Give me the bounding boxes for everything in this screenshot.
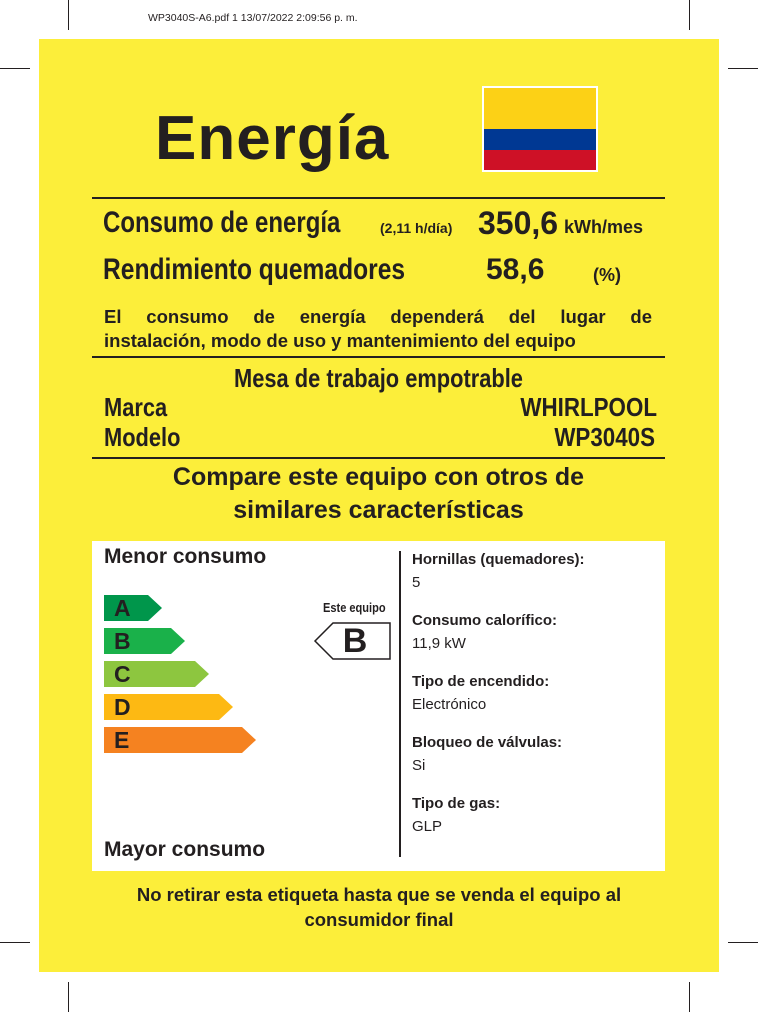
efficiency-bar-tip — [195, 661, 209, 687]
crop-mark — [0, 942, 30, 943]
footer-line-2: consumidor final — [304, 909, 454, 930]
crop-mark — [68, 0, 69, 30]
performance-value: 58,6 — [486, 253, 545, 286]
this-equipment-class: B — [342, 622, 368, 660]
compare-heading-line-1: Compare este equipo con otros de — [172, 463, 585, 491]
brand-label: Marca — [104, 392, 168, 422]
colombia-flag-icon — [482, 86, 598, 172]
flag-red-stripe — [484, 150, 596, 170]
divider — [92, 356, 665, 358]
crop-mark — [689, 982, 690, 1012]
spec-title: Hornillas (quemadores): — [412, 551, 585, 568]
efficiency-bar-tip — [219, 694, 233, 720]
model-label: Modelo — [104, 422, 181, 452]
consumption-value: 350,6 — [478, 205, 559, 241]
consumption-label: Consumo de energía — [103, 206, 341, 239]
spec-title: Consumo calorífico: — [412, 612, 558, 629]
disclaimer-line-1: El consumo de energía dependerá del lugar de — [104, 306, 652, 327]
performance-label: Rendimiento quemadores — [103, 253, 406, 286]
spec-value: 11,9 kW — [412, 635, 466, 652]
file-header: WP3040S-A6.pdf 1 13/07/2022 2:09:56 p. m. — [148, 12, 358, 24]
efficiency-bar-letter: C — [114, 661, 131, 687]
this-equipment-label: Este equipo — [323, 600, 386, 615]
divider — [92, 197, 665, 199]
panel-separator — [399, 551, 401, 857]
flag-blue-stripe — [484, 129, 596, 150]
efficiency-bar-letter: E — [114, 727, 130, 753]
crop-mark — [0, 68, 30, 69]
brand-value: WHIRLPOOL — [520, 392, 657, 422]
spec-title: Bloqueo de válvulas: — [412, 734, 563, 751]
label-title: Energía — [155, 104, 390, 173]
consumption-note: (2,11 h/día) — [380, 220, 453, 236]
performance-unit: (%) — [593, 265, 621, 285]
efficiency-bar-letter: A — [114, 595, 131, 621]
product-type: Mesa de trabajo empotrable — [234, 363, 523, 393]
efficiency-bar-tip — [242, 727, 256, 753]
efficiency-bar-letter: D — [114, 694, 131, 720]
crop-mark — [68, 982, 69, 1012]
spec-title: Tipo de gas: — [412, 795, 501, 812]
compare-heading-line-2: similares características — [233, 496, 524, 524]
efficiency-bar-letter: B — [114, 628, 131, 654]
divider — [92, 457, 665, 459]
disclaimer-line-2: instalación, modo de uso y mantenimiento del equipo — [104, 330, 576, 351]
consumption-unit: kWh/mes — [564, 217, 644, 237]
spec-value: GLP — [412, 818, 443, 835]
scale-bottom-label: Mayor consumo — [104, 838, 266, 861]
spec-value: Electrónico — [412, 696, 487, 713]
footer-line-1: No retirar esta etiqueta hasta que se venda el equipo al — [136, 884, 622, 905]
spec-value: Si — [412, 757, 426, 774]
efficiency-bar-tip — [148, 595, 162, 621]
crop-mark — [728, 68, 758, 69]
scale-top-label: Menor consumo — [104, 545, 267, 568]
crop-mark — [728, 942, 758, 943]
model-value: WP3040S — [554, 422, 655, 452]
efficiency-bar-tip — [171, 628, 185, 654]
spec-title: Tipo de encendido: — [412, 673, 550, 690]
spec-value: 5 — [412, 574, 421, 591]
flag-yellow-stripe — [484, 88, 596, 129]
crop-mark — [689, 0, 690, 30]
